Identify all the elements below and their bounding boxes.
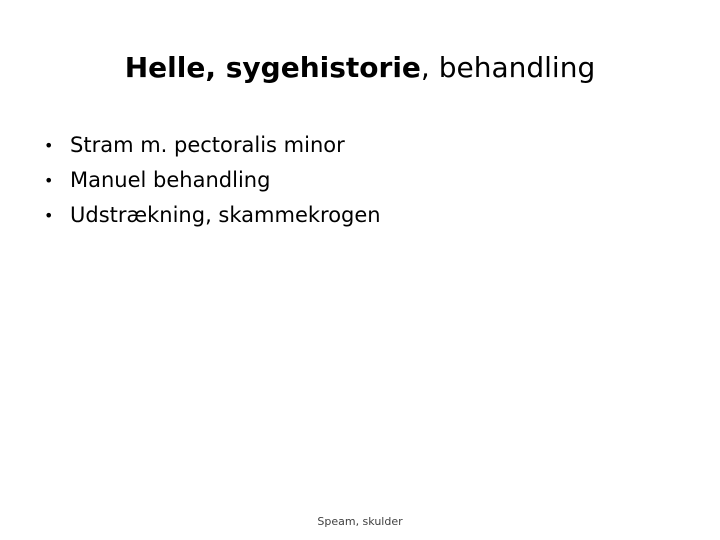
bullet-list (44, 128, 381, 233)
bullet-marker: • (44, 206, 54, 225)
slide-footer: Speam, skulder (317, 515, 403, 528)
bullet-marker: • (44, 171, 54, 190)
bullet-marker: • (44, 136, 54, 155)
bullet-item (44, 163, 381, 198)
slide-title-normal: , behandling (420, 51, 596, 84)
slide-title (0, 50, 720, 86)
bullet-item (44, 198, 381, 233)
bullet-text: Stram m. pectoralis minor (70, 133, 345, 157)
bullet-text: Udstrækning, skammekrogen (70, 203, 381, 227)
bullet-item (44, 128, 381, 163)
slide-title-bold: Helle, sygehistorie (124, 51, 421, 84)
bullet-text: Manuel behandling (70, 168, 271, 192)
